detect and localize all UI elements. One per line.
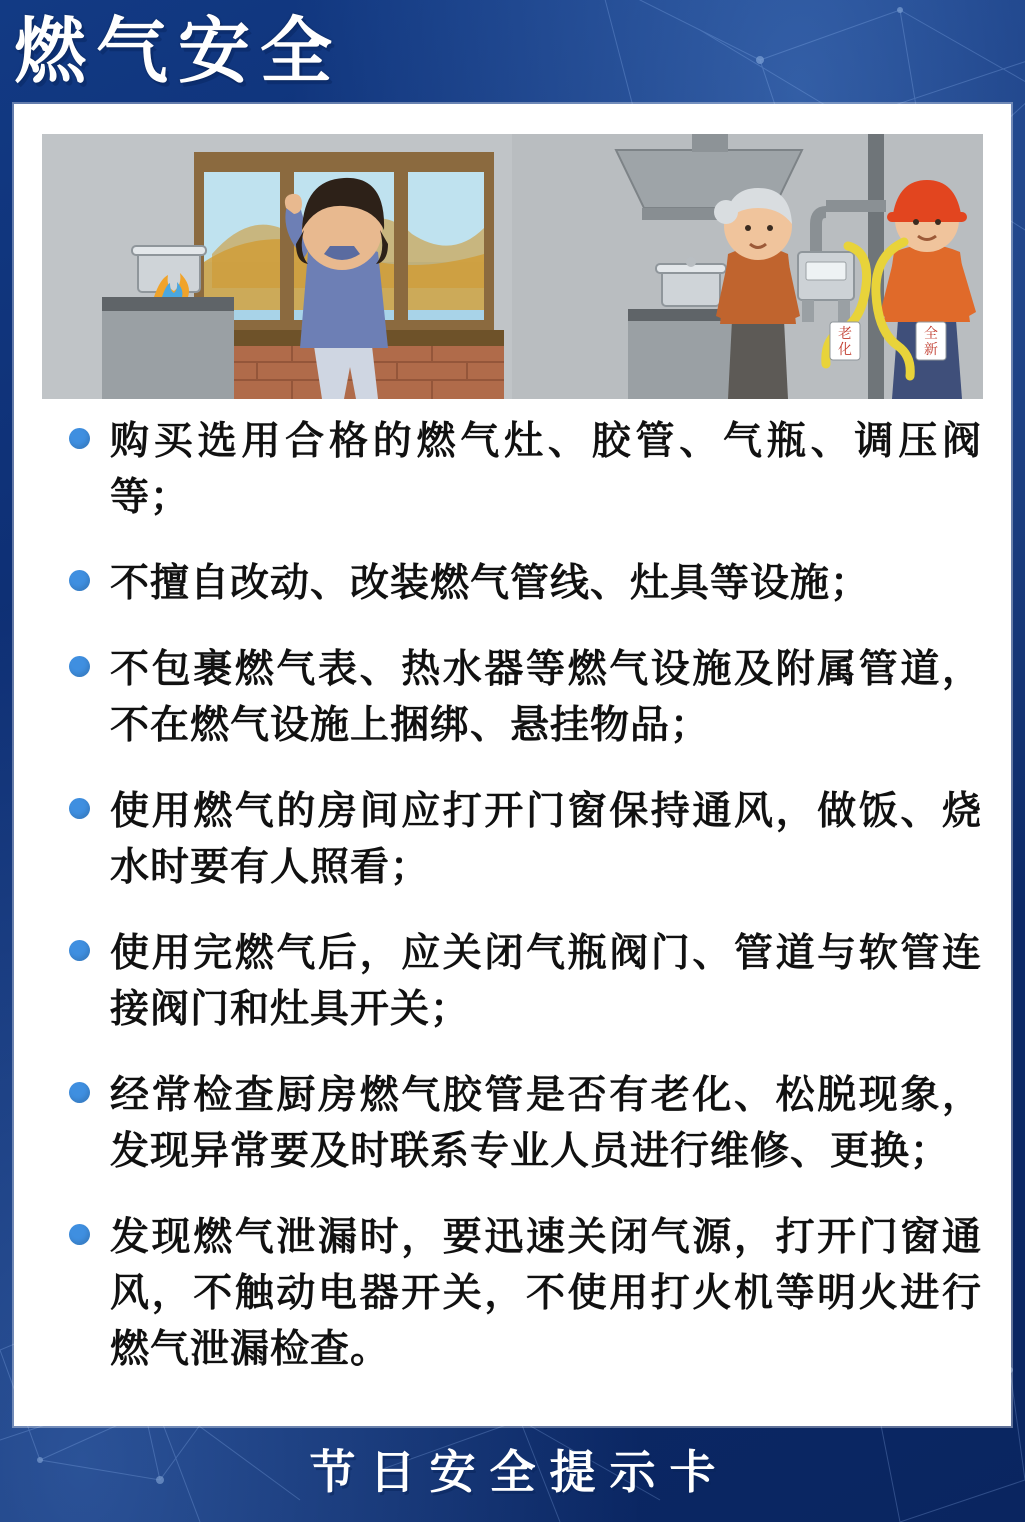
list-item — [52, 1210, 982, 1378]
content-card — [14, 104, 1011, 1426]
svg-text:新: 新 — [924, 341, 938, 357]
bullet-dot-icon — [69, 1082, 90, 1103]
gas-safety-illustration — [42, 134, 983, 399]
bullet-dot-icon — [69, 1224, 90, 1245]
footer-title: 节日安全提示卡 — [309, 1446, 730, 1498]
list-item — [52, 784, 982, 896]
page-title: 燃气安全 — [14, 12, 343, 92]
list-item — [52, 1068, 982, 1180]
tip-text: 购买选用合格的燃气灶、胶管、气瓶、调压阀等； — [110, 420, 982, 519]
bullet-dot-icon — [69, 570, 90, 591]
tip-text: 经常检查厨房燃气胶管是否有老化、松脱现象，发现异常要及时联系专业人员进行维修、更换； — [110, 1074, 982, 1173]
safety-tips-list — [52, 414, 982, 1408]
poster-header — [0, 0, 1025, 104]
poster-footer — [0, 1426, 1025, 1522]
svg-text:化: 化 — [838, 341, 852, 357]
list-item — [52, 642, 982, 754]
list-item — [52, 926, 982, 1038]
tip-text: 不包裹燃气表、热水器等燃气设施及附属管道，不在燃气设施上捆绑、悬挂物品； — [110, 648, 982, 747]
list-item — [52, 556, 982, 612]
tip-text: 发现燃气泄漏时，要迅速关闭气源，打开门窗通风，不触动电器开关，不使用打火机等明火进行燃气泄漏检查。 — [110, 1216, 982, 1371]
list-item — [52, 414, 982, 526]
bullet-dot-icon — [69, 940, 90, 961]
bullet-dot-icon — [69, 428, 90, 449]
bullet-dot-icon — [69, 798, 90, 819]
tip-text: 使用燃气的房间应打开门窗保持通风，做饭、烧水时要有人照看； — [110, 790, 982, 889]
bullet-dot-icon — [69, 656, 90, 677]
tip-text: 使用完燃气后，应关闭气瓶阀门、管道与软管连接阀门和灶具开关； — [110, 932, 982, 1031]
hose-tag-right-label: 全 — [924, 325, 938, 341]
hose-tag-left-label: 老 — [838, 325, 852, 341]
tip-text: 不擅自改动、改装燃气管线、灶具等设施； — [110, 562, 871, 605]
